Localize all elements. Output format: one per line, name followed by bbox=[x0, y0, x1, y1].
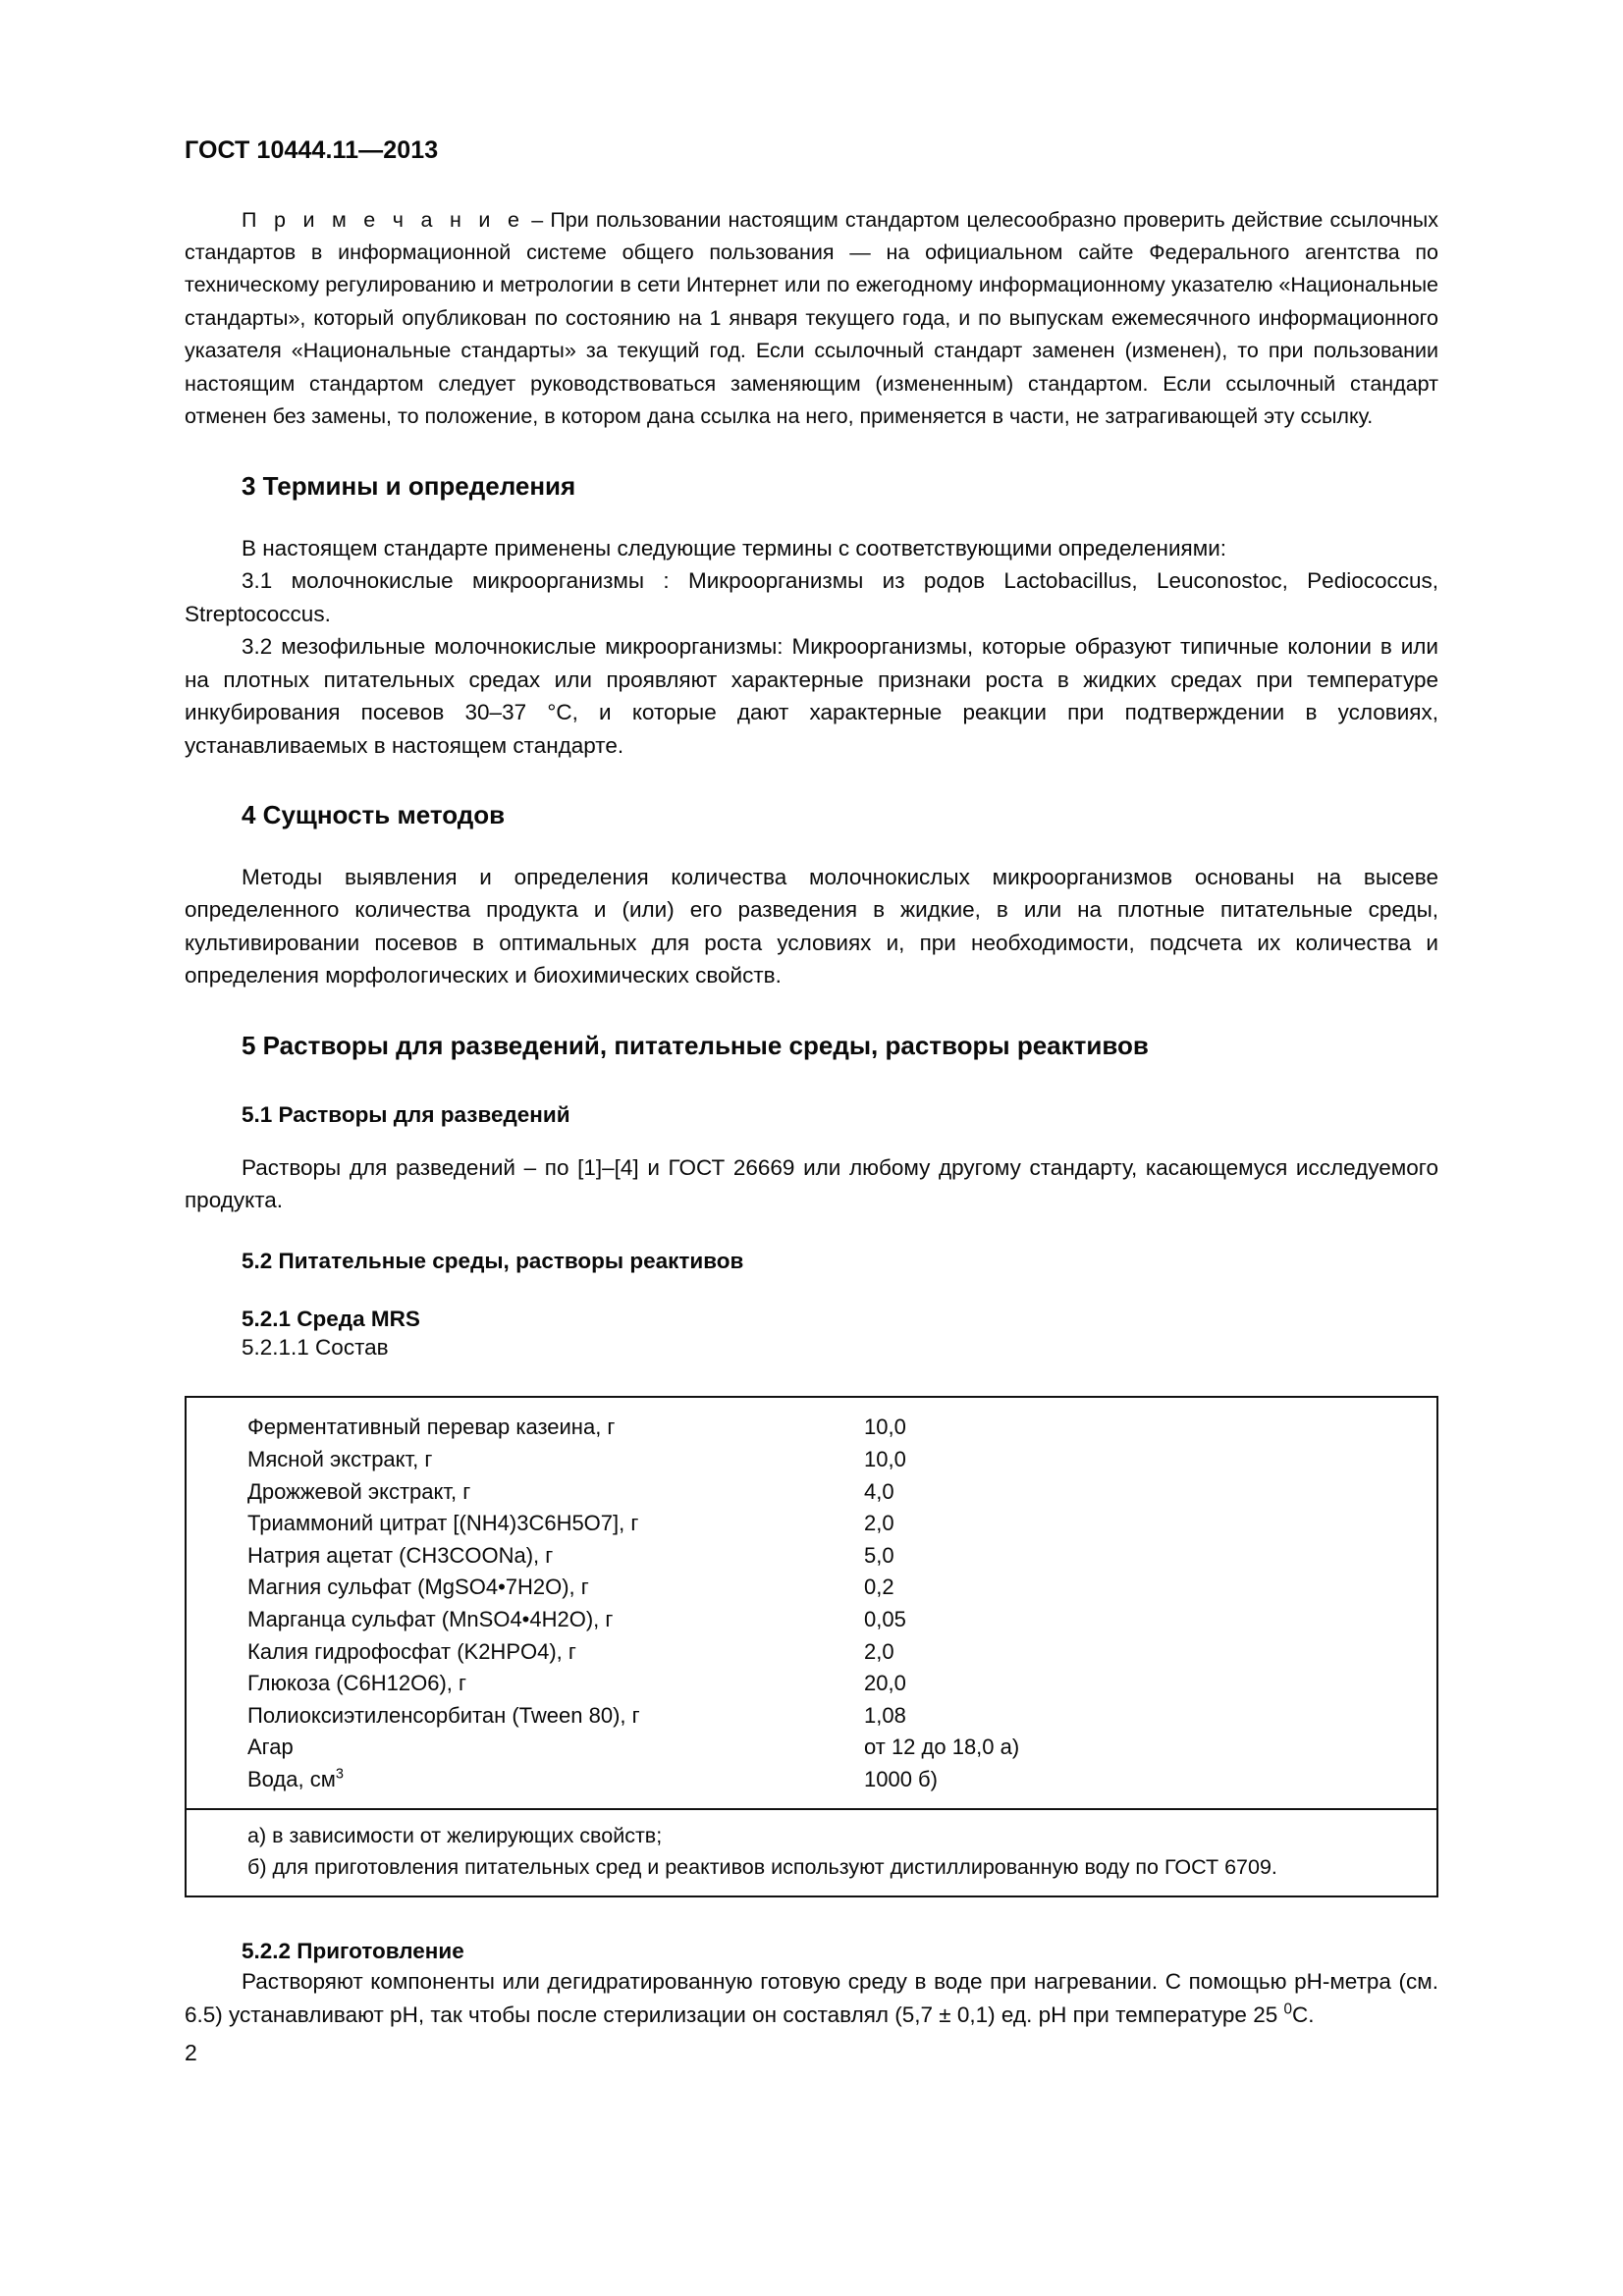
table-footnotes bbox=[187, 1810, 1436, 1896]
component-name-text: Вода, см bbox=[247, 1767, 336, 1791]
section-4-body: Методы выявления и определения количества молочнокислых микроорганизмов основаны на высеве определенного количества продукта и (или) его разведения в жидкие, в или на плотные питательные среды, культивировании посевов в оптимальных для роста условиях и, при необходимости, подсчета их количества и определения морфологических и биохимических свойств. bbox=[185, 864, 1438, 988]
component-name: Триаммоний цитрат [(NH4)3C6H5O7], г bbox=[247, 1511, 639, 1536]
component-name: Ферментативный перевар казеина, г bbox=[247, 1415, 616, 1440]
section-heading-5-1: 5.1 Растворы для разведений bbox=[242, 1102, 570, 1128]
composition-table bbox=[185, 1396, 1438, 1896]
section-heading-5-2-1: 5.2.1 Среда MRS bbox=[242, 1306, 420, 1331]
table-row bbox=[187, 1412, 1436, 1444]
table-row bbox=[187, 1732, 1436, 1764]
table-row bbox=[187, 1508, 1436, 1540]
section-5-2-2-body-part2: C. bbox=[1292, 2002, 1315, 2027]
component-value: 5,0 bbox=[864, 1542, 894, 1568]
component-value: 2,0 bbox=[864, 1511, 894, 1536]
component-name bbox=[187, 1764, 864, 1796]
section-heading-5: 5 Растворы для разведений, питательные среды, растворы реактивов bbox=[242, 1030, 1149, 1060]
table-footnote-a: а) в зависимости от желирующих свойств; bbox=[247, 1823, 663, 1847]
section-heading-4: 4 Сущность методов bbox=[242, 800, 506, 830]
page-number: 2 bbox=[185, 2040, 197, 2065]
note-label: П р и м е ч а н и е bbox=[242, 207, 525, 232]
component-name: Марганца сульфат (MnSO4•4H2O), г bbox=[247, 1607, 614, 1632]
note-paragraph bbox=[185, 204, 1438, 434]
table-footnote-b: б) для приготовления питательных сред и реактивов используют дистиллированную воду по ГОСТ 6709. bbox=[247, 1855, 1277, 1880]
component-value: 0,2 bbox=[864, 1575, 894, 1600]
table-row bbox=[187, 1540, 1436, 1573]
component-value: 1000 б) bbox=[864, 1767, 938, 1791]
table-row bbox=[187, 1604, 1436, 1636]
composition-rows bbox=[187, 1398, 1436, 1809]
component-name: Натрия ацетат (CH3COONa), г bbox=[247, 1542, 554, 1568]
page-content bbox=[185, 137, 1438, 2031]
component-name: Глюкоза (C6H12O6), г bbox=[247, 1671, 467, 1696]
table-row bbox=[187, 1476, 1436, 1509]
section-heading-3: 3 Термины и определения bbox=[242, 471, 576, 502]
table-row bbox=[187, 1444, 1436, 1476]
term-3-2: 3.2 мезофильные молочнокислые микроорганизмы: Микроорганизмы, которые образуют типичные колонии в или на плотных питательных средах или проявляют характерные признаки роста в жидких средах при температуре инкубирования посевов 30–37 °C, и которые дают характерные реакции при подтверждении в условиях, устанавливаемых в настоящем стандарте. bbox=[185, 634, 1438, 758]
table-row bbox=[187, 1572, 1436, 1604]
table-row bbox=[187, 1668, 1436, 1700]
note-dash: – bbox=[524, 207, 551, 232]
component-value: 0,05 bbox=[864, 1607, 906, 1632]
standard-header: ГОСТ 10444.11—2013 bbox=[185, 136, 439, 164]
component-name: Дрожжевой экстракт, г bbox=[247, 1478, 471, 1504]
component-value: 1,08 bbox=[864, 1702, 906, 1728]
component-name-superscript: 3 bbox=[335, 1766, 344, 1783]
component-value: 20,0 bbox=[864, 1671, 906, 1696]
table-row bbox=[187, 1700, 1436, 1733]
component-value: от 12 до 18,0 а) bbox=[864, 1735, 1020, 1760]
component-name: Мясной экстракт, г bbox=[247, 1447, 433, 1472]
component-value: 2,0 bbox=[864, 1638, 894, 1664]
component-value: 4,0 bbox=[864, 1478, 894, 1504]
term-3-1: 3.1 молочнокислые микроорганизмы : Микроорганизмы из родов Lactobacillus, Leuconostoc, Pediococcus, Streptococcus. bbox=[185, 568, 1438, 626]
table-row-water bbox=[187, 1764, 1436, 1796]
table-row bbox=[187, 1636, 1436, 1669]
component-name: Агар bbox=[247, 1735, 294, 1760]
component-value: 10,0 bbox=[864, 1447, 906, 1472]
note-text: При пользовании настоящим стандартом целесообразно проверить действие ссылочных стандартов в информационной системе общего пользования — на официальном сайте Федерального агентства по техническому регулированию и метрологии в сети Интернет или по ежегодному информационному указателю «Национальные стандарты», который опубликован по состоянию на 1 января текущего года, и по выпускам ежемесячного информационного указателя «Национальные стандарты» за текущий год. Если ссылочный стандарт заменен (изменен), то при пользовании настоящим стандартом следует руководствоваться заменяющим (измененным) стандартом. Если ссылочный стандарт отменен без замены, то положение, в котором дана ссылка на него, применяется в части, не затрагивающей эту ссылку. bbox=[185, 207, 1439, 428]
section-5-1-body: Растворы для разведений – по [1]–[4] и ГОСТ 26669 или любому другому стандарту, касающемуся исследуемого продукта. bbox=[185, 1154, 1438, 1213]
section-heading-5-2-2: 5.2.2 Приготовление bbox=[242, 1938, 464, 1963]
component-name: Калия гидрофосфат (K2HPO4), г bbox=[247, 1638, 576, 1664]
section-5-2-2-body-part1: Растворяют компоненты или дегидратированную готовую среду в воде при нагревании. С помощью pH-метра (см. 6.5) устанавливают pH, так чтобы после стерилизации он составлял (5,7 ± 0,1) ед. pH при температуре 25 bbox=[185, 1969, 1438, 2027]
section-heading-5-2: 5.2 Питательные среды, растворы реактивов bbox=[242, 1248, 744, 1273]
degree-superscript: 0 bbox=[1283, 2001, 1292, 2018]
section-3-intro: В настоящем стандарте применены следующие термины с соответствующими определениями: bbox=[242, 535, 1227, 561]
section-heading-5-2-1-1: 5.2.1.1 Состав bbox=[242, 1335, 389, 1361]
component-name: Магния сульфат (MgSO4•7H2O), г bbox=[247, 1575, 589, 1600]
component-name: Полиоксиэтиленсорбитан (Tween 80), г bbox=[247, 1702, 640, 1728]
section-5-2-2-body bbox=[185, 1965, 1438, 2031]
component-value: 10,0 bbox=[864, 1415, 906, 1440]
